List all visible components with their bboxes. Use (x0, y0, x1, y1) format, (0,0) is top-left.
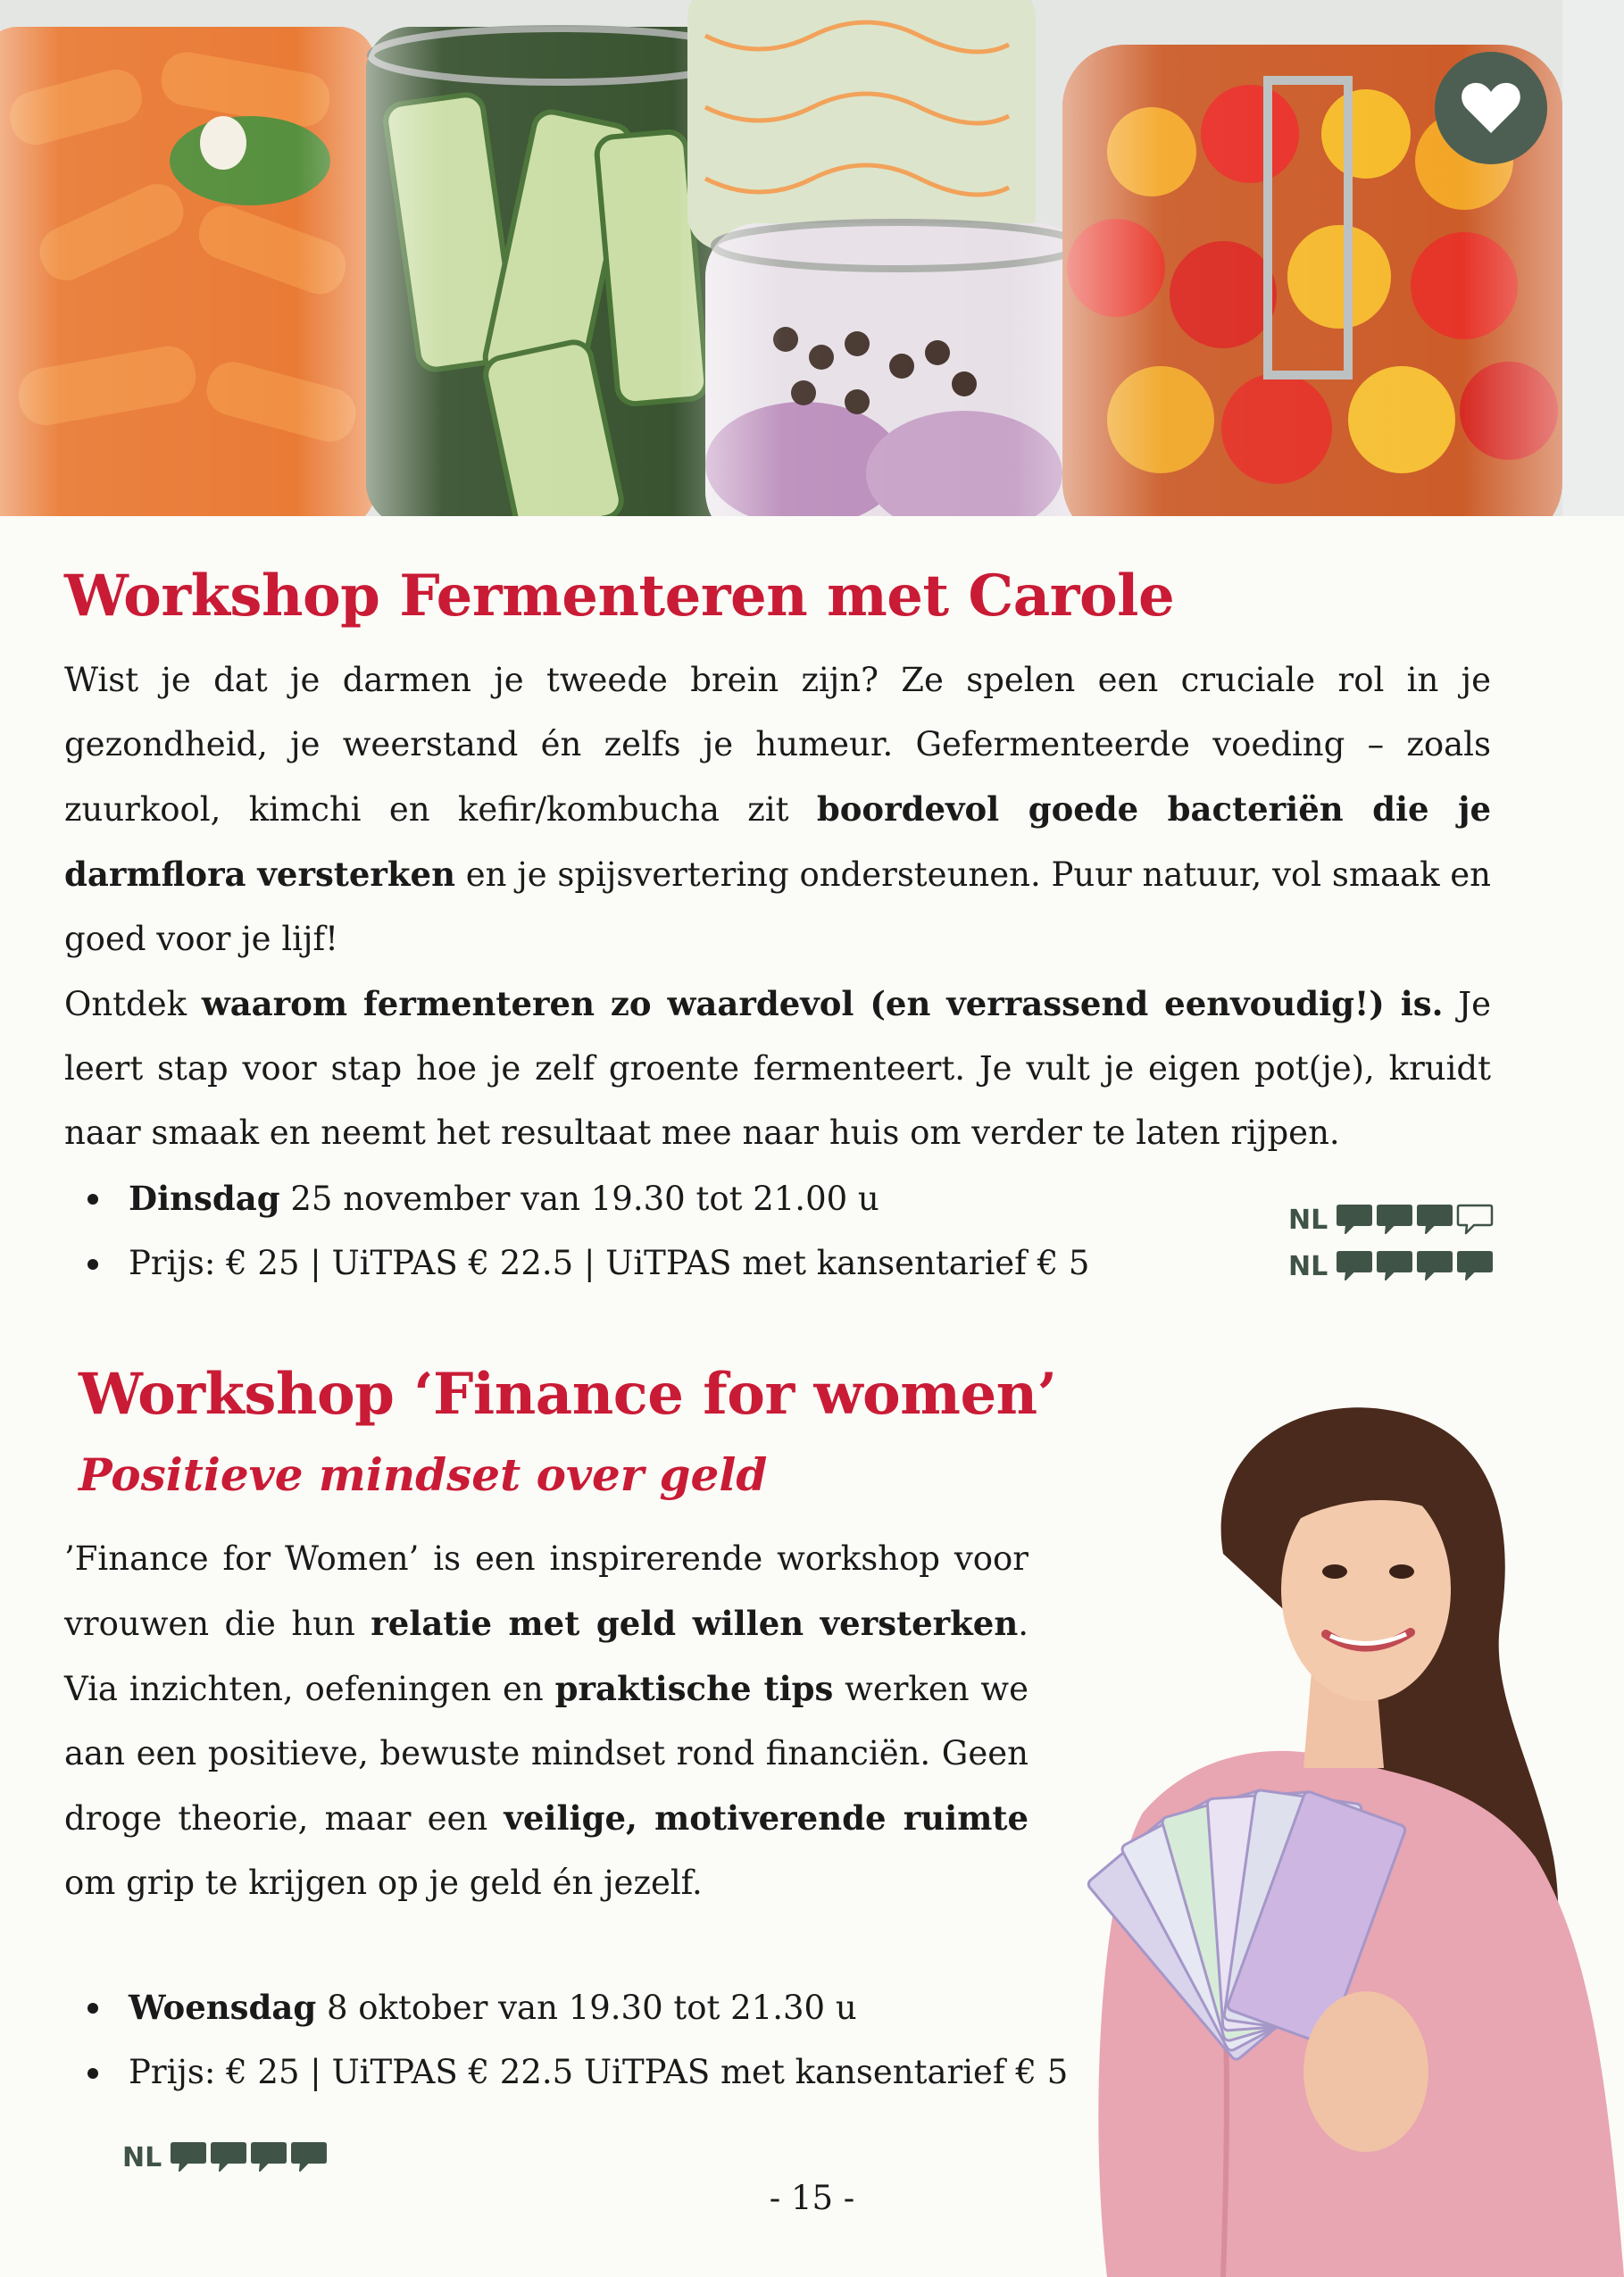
speech-bubble-icon (170, 2141, 207, 2173)
page-number: - 15 - (769, 2179, 855, 2217)
speech-bubble-icon (250, 2141, 287, 2173)
language-level-indicator (1336, 1204, 1494, 1236)
workshop1-title: Workshop Fermenteren met Carole (64, 563, 1175, 630)
workshop2-title: Workshop ‘Finance for women’ (79, 1361, 1057, 1428)
workshop1-details (64, 1166, 1225, 1296)
workshop2-language-level: NL (122, 2141, 328, 2173)
speech-bubble-icon (1416, 1250, 1453, 1282)
language-level-indicator (1336, 1250, 1494, 1282)
workshop1-paragraph-1: Wist je dat je darmen je tweede brein zijn? Ze spelen een cruciale rol in je gezondheid, je weerstand én zelfs je humeur. Gefermenteerde voeding – zoals zuurkool, kimchi en kefir/kombucha zit boordevol goede bacteriën die je darmflora versterken en je spijsvertering ondersteunen. Puur natuur, vol smaak en goed voor je lijf! (64, 661, 1491, 958)
workshop1-date: Dinsdag 25 november van 19.30 tot 21.00 u (64, 1166, 1225, 1231)
workshop2-paragraph-1: ’Finance for Women’ is een inspirerende workshop voor vrouwen die hun relatie met geld willen versterken. Via inzichten, oefeningen en praktische tips werken we aan een positieve, bewuste mindset rond financiën. Geen droge theorie, maar een veilige, motiverende ruimte om grip te krijgen op je geld én jezelf. (64, 1539, 1029, 1902)
speech-bubble-icon (290, 2141, 328, 2173)
workshop2-subtitle: Positieve mindset over geld (79, 1448, 768, 1501)
speech-bubble-icon (1336, 1204, 1373, 1236)
speech-bubble-icon (1416, 1204, 1453, 1236)
workshop2-details (64, 1975, 1073, 2105)
workshop2-description (64, 1527, 1029, 1915)
speech-bubble-icon (1336, 1250, 1373, 1282)
workshop2-price: Prijs: € 25 | UiTPAS € 22.5 UiTPAS met kansentarief € 5 (64, 2040, 1073, 2105)
workshop1-price: Prijs: € 25 | UiTPAS € 22.5 | UiTPAS met kansentarief € 5 (64, 1231, 1225, 1296)
workshop1-paragraph-2: Ontdek waarom fermenteren zo waardevol (en verrassend eenvoudig!) is. Je leert stap voor stap hoe je zelf groente fermenteert. Je vult je eigen pot(je), kruidt naar smaak en neemt het resultaat mee naar huis om verder te laten rijpen. (64, 984, 1492, 1152)
speech-bubble-icon (210, 2141, 247, 2173)
language-level-indicator (170, 2141, 328, 2173)
workshop1-language-level-2: NL (1288, 1250, 1494, 1282)
woman-holding-money-photo (1071, 1393, 1624, 2277)
speech-bubble-icon (1376, 1250, 1413, 1282)
speech-bubble-icon (1376, 1204, 1413, 1236)
favorite-badge[interactable] (1435, 52, 1547, 164)
heart-icon (1460, 79, 1522, 137)
hero-image-fermented-jars (0, 0, 1624, 516)
speech-bubble-icon (1456, 1250, 1494, 1282)
workshop1-description (64, 648, 1491, 1165)
workshop2-date: Woensdag 8 oktober van 19.30 tot 21.30 u (64, 1975, 1073, 2040)
workshop1-language-level-1: NL (1288, 1204, 1494, 1236)
speech-bubble-icon (1456, 1204, 1494, 1236)
